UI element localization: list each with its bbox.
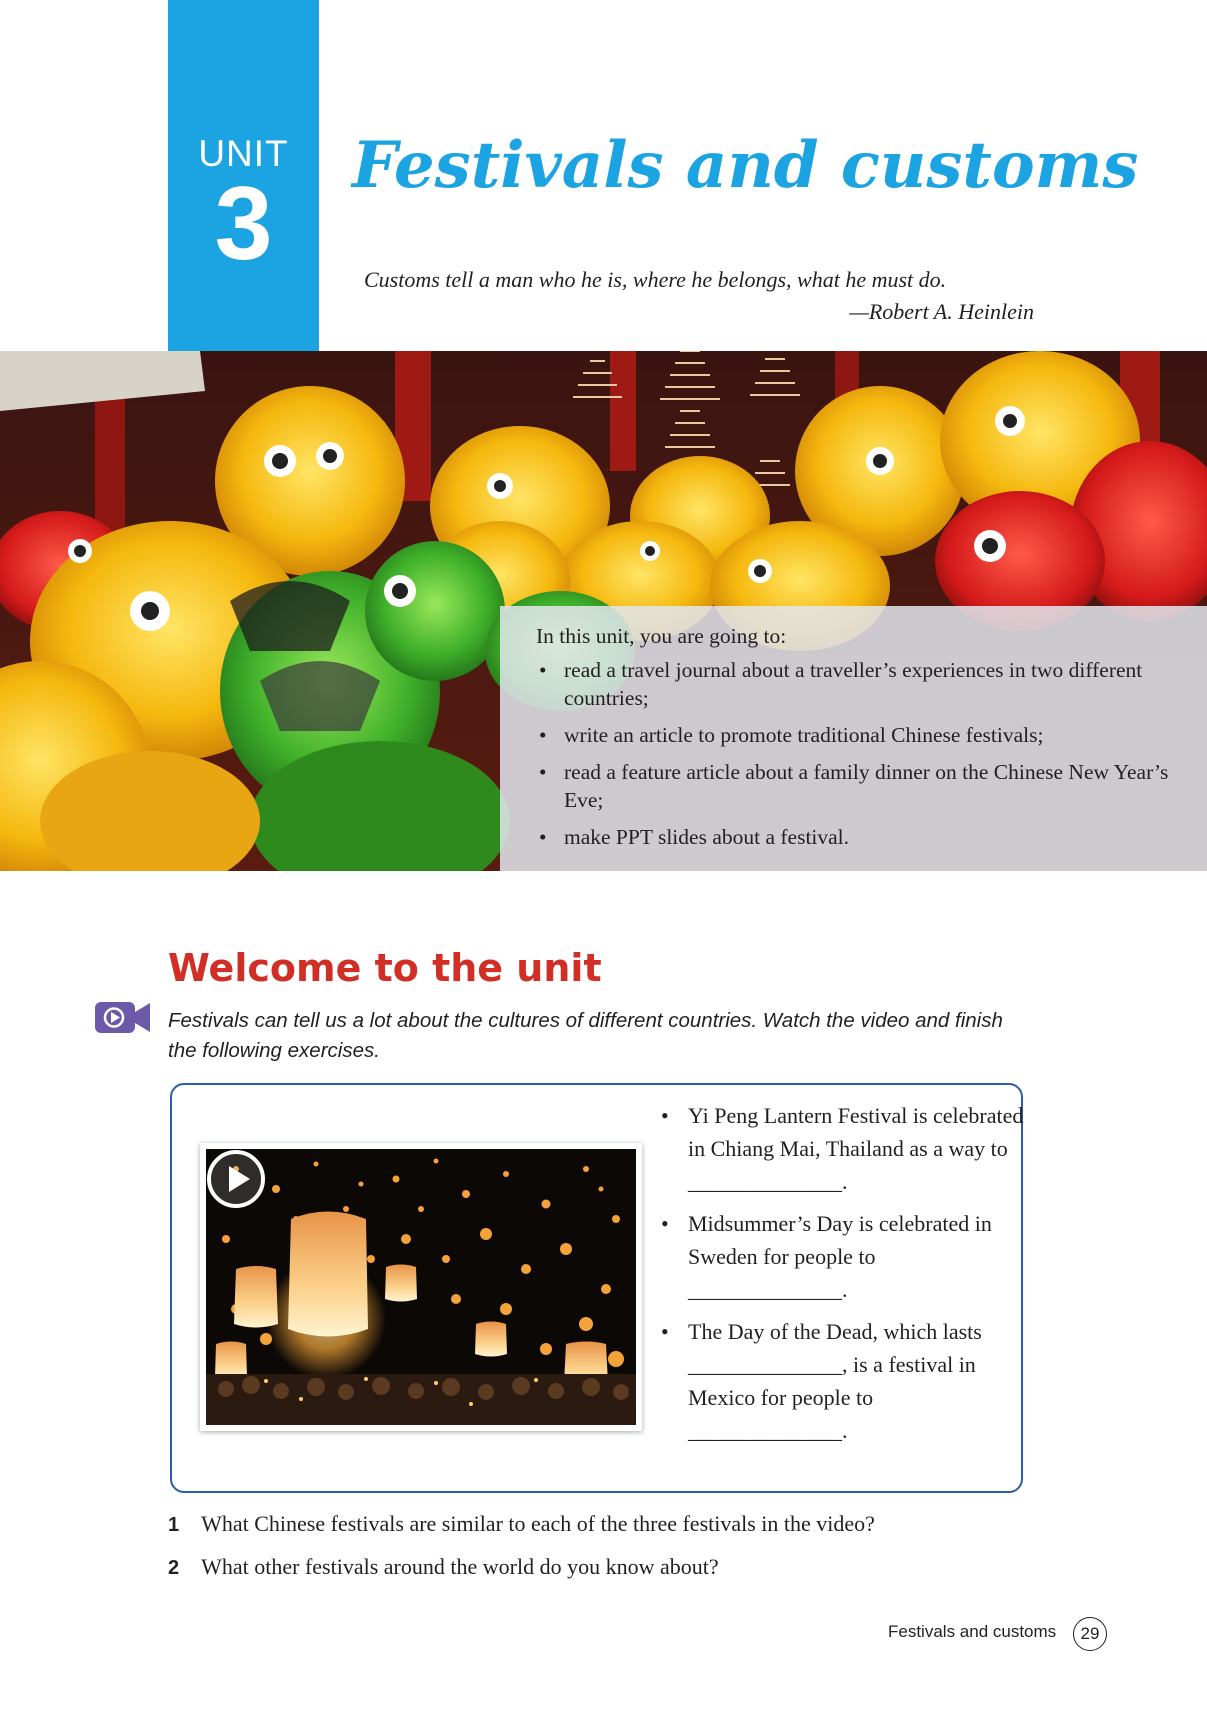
goals-intro: In this unit, you are going to: bbox=[536, 624, 787, 648]
lantern-festival-photo bbox=[206, 1149, 636, 1425]
video-thumbnail[interactable] bbox=[200, 1143, 642, 1431]
question-text: What other festivals around the world do you know about? bbox=[201, 1554, 719, 1579]
question-item bbox=[168, 1511, 1068, 1537]
exercise-item: • Midsummer’s Day is celebrated in Sweden for people to ______________. bbox=[688, 1207, 1028, 1306]
question-text: What Chinese festivals are similar to each of the three festivals in the video? bbox=[201, 1511, 875, 1536]
exercise-item: • Yi Peng Lantern Festival is celebrated in Chiang Mai, Thailand as a way to ______________. bbox=[688, 1099, 1028, 1198]
goal-item: • write an article to promote traditional Chinese festivals; bbox=[564, 722, 1187, 750]
hero-photo bbox=[0, 351, 1207, 871]
question-number: 1 bbox=[168, 1514, 180, 1536]
section-heading: Welcome to the unit bbox=[168, 946, 602, 990]
unit-goals bbox=[500, 606, 1207, 871]
unit-title: Festivals and customs bbox=[352, 128, 1139, 203]
quote-text: Customs tell a man who he is, where he belongs, what he must do. bbox=[364, 267, 947, 292]
page-number: 29 bbox=[1073, 1617, 1107, 1651]
goal-item: • read a feature article about a family dinner on the Chinese New Year’s Eve; bbox=[564, 759, 1187, 815]
quote-attribution: —Robert A. Heinlein bbox=[849, 299, 1034, 324]
discussion-questions bbox=[168, 1511, 1068, 1597]
epigraph bbox=[364, 267, 1034, 325]
unit-tab bbox=[168, 0, 319, 351]
exercise-box bbox=[170, 1083, 1023, 1493]
question-item bbox=[168, 1554, 1068, 1580]
unit-label: UNIT bbox=[198, 133, 289, 174]
goal-item: • make PPT slides about a festival. bbox=[564, 824, 1187, 852]
running-footer: Festivals and customs bbox=[888, 1622, 1057, 1641]
video-camera-icon bbox=[95, 1000, 150, 1035]
exercise-list bbox=[660, 1099, 1028, 1456]
exercise-item: • The Day of the Dead, which lasts ______________, is a festival in Mexico for people to ______________. bbox=[688, 1315, 1028, 1447]
play-icon[interactable] bbox=[206, 1149, 266, 1209]
goals-list bbox=[536, 657, 1187, 852]
section-instruction: Festivals can tell us a lot about the cultures of different countries. Watch the video and finish the following exercises. bbox=[168, 1009, 1003, 1062]
goal-item: • read a travel journal about a traveller’s experiences in two different countries; bbox=[564, 657, 1187, 713]
question-number: 2 bbox=[168, 1557, 180, 1579]
unit-number: 3 bbox=[214, 166, 273, 282]
